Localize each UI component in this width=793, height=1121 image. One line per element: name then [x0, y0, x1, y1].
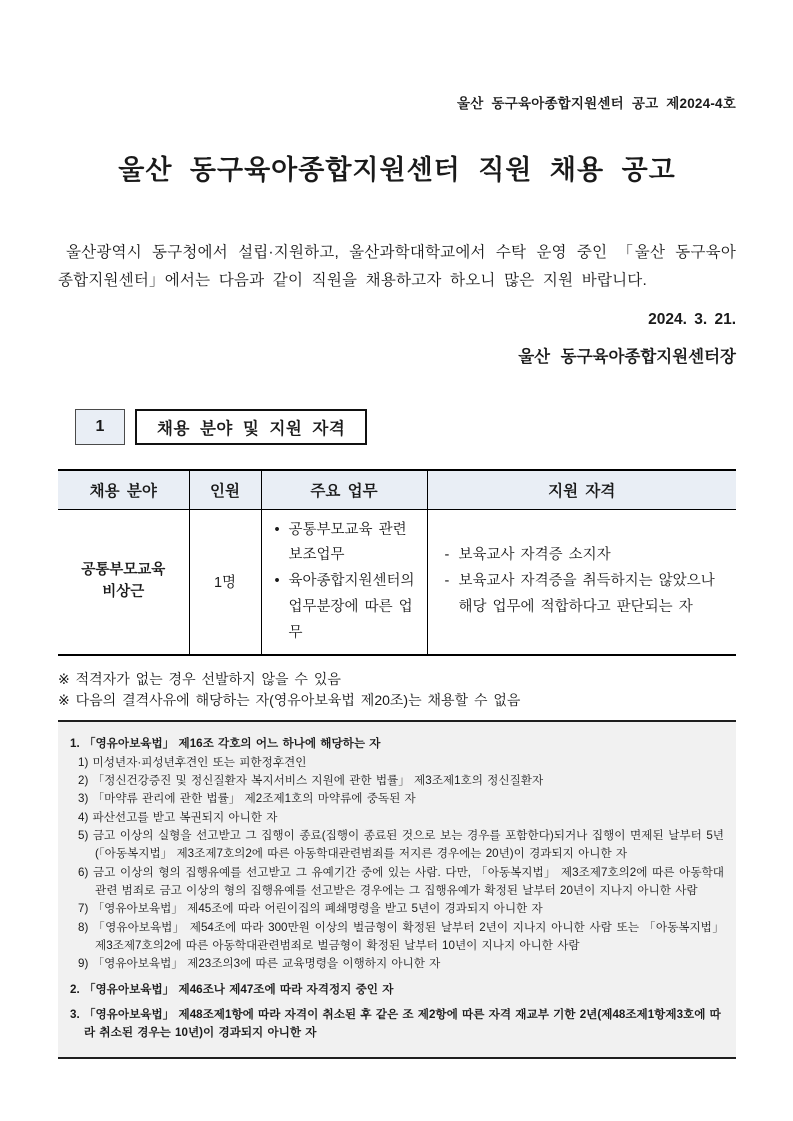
cell-duties	[261, 509, 427, 655]
qualification-text: 보육교사 자격증을 취득하지는 않았으나 해당 업무에 적합하다고 판단되는 자	[458, 573, 715, 615]
cell-field	[58, 509, 189, 655]
table-header-row	[58, 470, 736, 509]
legal-subitem: 1) 미성년자·피성년후견인 또는 피한정후견인	[78, 755, 307, 769]
disqualification-box	[58, 720, 736, 1059]
intro-paragraph: 울산광역시 동구청에서 설립·지원하고, 울산과학대학교에서 수탁 운영 중인 「울산 동구육아종합지원센터」에서는 다음과 같이 직원을 채용하고자 하오니 많은 지원 바랍니다.	[58, 244, 736, 289]
dash-icon: -	[444, 547, 450, 564]
notes-block	[58, 669, 736, 711]
page-title: 울산 동구육아종합지원센터 직원 채용 공고	[118, 155, 676, 185]
legal-item-2: 2. 「영유아보육법」 제46조나 제47조에 따라 자격정지 중인 자	[70, 982, 394, 996]
section-number-badge: 1	[75, 409, 125, 445]
header-qualifications: 지원 자격	[427, 470, 736, 509]
note-line: ※ 적격자가 없는 경우 선발하지 않을 수 있음	[58, 671, 341, 688]
duty-item	[275, 518, 421, 570]
legal-subitem: 2) 「정신건강증진 및 정신질환자 복지서비스 지원에 관한 법률」 제3조제1호의 정신질환자	[78, 774, 544, 788]
qualification-text: 보육교사 자격증 소지자	[458, 547, 611, 564]
legal-subitem: 6) 금고 이상의 형의 집행유예를 선고받고 그 유예기간 중에 있는 사람. 다만, 「아동복지법」 제3조제7호의2에 따른 아동학대관련 범죄로 금고 이상의 형의 집행유예를 선고받은 경우에는 그 집행유예가 확정된 날부터 20년이 지나지 아니한 사람	[78, 865, 724, 897]
legal-subitem: 7) 「영유아보육법」 제45조에 따라 어린이집의 폐쇄명령을 받고 5년이 경과되지 아니한 자	[78, 902, 543, 916]
dash-icon: -	[444, 573, 450, 590]
note-line: ※ 다음의 결격사유에 해당하는 자(영유아보육법 제20조)는 채용할 수 없음	[58, 692, 521, 709]
header-field: 채용 분야	[58, 470, 189, 509]
notice-number: 울산 동구육아종합지원센터 공고 제2024-4호	[457, 96, 736, 111]
legal-subitem: 8) 「영유아보육법」 제54조에 따라 300만원 이상의 벌금형이 확정된 날부터 2년이 지나지 아니한 사람 또는 「아동복지법」 제3조제7호의2에 따른 아동학대관련범죄로 벌금형이 확정된 날부터 10년이 지나지 아니한 사람	[78, 920, 724, 952]
qualification-item	[445, 569, 731, 621]
field-name-line2: 비상근	[102, 583, 145, 600]
legal-item-3: 3. 「영유아보육법」 제48조제1항에 따라 자격이 취소된 후 같은 조 제2항에 따른 자격 재교부 기한 2년(제48조제1항제3호에 따라 취소된 경우는 10년)이 경과되지 아니한 자	[70, 1007, 721, 1040]
duty-text: 육아종합지원센터의 업무분장에 따른 업무	[288, 573, 415, 641]
legal-subitem: 3) 「마약류 관리에 관한 법률」 제2조제1호의 마약류에 중독된 자	[78, 792, 416, 806]
legal-subitem: 5) 금고 이상의 실형을 선고받고 그 집행이 종료(집행이 종료된 것으로 보는 경우를 포함한다)되거나 집행이 면제된 날부터 5년(「아동복지법」 제3조제7호의2에 따른 아동학대관련범죄를 저지른 경우에는 20년)이 경과되지 아니한 자	[78, 829, 724, 861]
qualification-item	[445, 543, 731, 569]
header-duties: 주요 업무	[261, 470, 427, 509]
doc-signer: 울산 동구육아종합지원센터장	[518, 348, 736, 366]
bullet-icon: •	[274, 521, 280, 538]
legal-subitem: 9) 「영유아보육법」 제23조의3에 따른 교육명령을 이행하지 아니한 자	[78, 957, 441, 971]
field-name-line1: 공통부모교육	[81, 562, 166, 579]
bullet-icon: •	[274, 573, 280, 590]
recruitment-table	[58, 469, 736, 656]
duty-text: 공통부모교육 관련 보조업무	[288, 521, 407, 564]
table-row	[58, 509, 736, 655]
header-count: 인원	[189, 470, 261, 509]
section-1-header	[75, 409, 736, 445]
duty-item	[275, 569, 421, 646]
legal-subitem: 4) 파산선고를 받고 복권되지 아니한 자	[78, 810, 278, 824]
legal-item-1-title: 1. 「영유아보육법」 제16조 각호의 어느 하나에 해당하는 자	[70, 737, 381, 751]
cell-qualifications	[427, 509, 736, 655]
section-title: 채용 분야 및 지원 자격	[135, 409, 367, 445]
cell-count: 1명	[189, 509, 261, 655]
doc-date: 2024. 3. 21.	[648, 311, 736, 328]
